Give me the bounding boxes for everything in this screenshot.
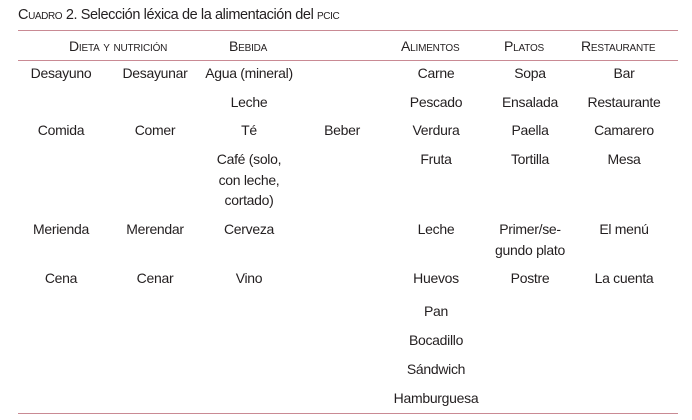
top-rule: [18, 30, 678, 31]
cell-dieta-noun: Desayuno: [30, 65, 92, 81]
cell-platos: Primer/se- gundo plato: [495, 221, 565, 258]
cell-alimentos: Hamburguesa: [393, 390, 479, 406]
cell-platos: Postre: [510, 270, 550, 286]
header-platos: Platos: [504, 38, 545, 54]
cell-dieta-verb: Merendar: [126, 221, 184, 237]
cell-dieta-verb: Comer: [134, 122, 176, 138]
bottom-rule: [18, 413, 678, 414]
cell-dieta-noun: Cena: [44, 270, 78, 286]
header-alimentos: Alimentos: [401, 38, 460, 54]
cell-alimentos: Leche: [417, 221, 455, 237]
cell-bebida-verb: Beber: [324, 122, 360, 138]
header-rule: [18, 60, 678, 61]
cell-restaurante: El menú: [599, 221, 649, 237]
cell-dieta-verb: Desayunar: [122, 65, 188, 81]
table-caption: [18, 7, 339, 23]
caption-text: . Selección léxica de la alimentación del: [73, 7, 318, 23]
cell-alimentos: Huevos: [413, 270, 459, 286]
cell-bebida-noun: Té: [241, 122, 257, 138]
cell-bebida-noun: Café (solo, con leche, cortado): [216, 151, 282, 208]
cell-alimentos: Carne: [417, 65, 455, 81]
cell-platos: Paella: [511, 122, 549, 138]
cell-bebida-noun: Vino: [235, 270, 263, 286]
cell-bebida-noun: Leche: [230, 94, 268, 110]
cell-platos: Tortilla: [510, 151, 550, 167]
header-restaurante: Restaurante: [581, 38, 656, 54]
caption-abbr: pcic: [317, 7, 340, 23]
caption-label: Cuadro 2: [18, 7, 74, 23]
header-bebida: Bebida: [229, 38, 268, 54]
cell-restaurante: Bar: [613, 65, 635, 81]
header-dieta: Dieta y nutrición: [69, 38, 168, 54]
cell-bebida-noun: Agua (mineral): [205, 65, 293, 81]
cell-platos: Sopa: [514, 65, 546, 81]
cell-alimentos: Fruta: [420, 151, 452, 167]
cell-dieta-noun: Merienda: [33, 221, 89, 237]
cell-restaurante: Camarero: [594, 122, 654, 138]
cell-alimentos: Verdura: [412, 122, 460, 138]
cell-dieta-noun: Comida: [37, 122, 85, 138]
cell-restaurante: Restaurante: [587, 94, 661, 110]
cell-restaurante: Mesa: [607, 151, 641, 167]
cell-platos: Ensalada: [502, 94, 558, 110]
cell-alimentos: Pescado: [409, 94, 463, 110]
cell-bebida-noun: Cerveza: [223, 221, 275, 237]
cell-alimentos: Sándwich: [406, 361, 466, 377]
cell-dieta-verb: Cenar: [136, 270, 174, 286]
cell-restaurante: La cuenta: [594, 270, 654, 286]
cell-alimentos: Pan: [423, 303, 449, 319]
cell-alimentos: Bocadillo: [408, 332, 464, 348]
